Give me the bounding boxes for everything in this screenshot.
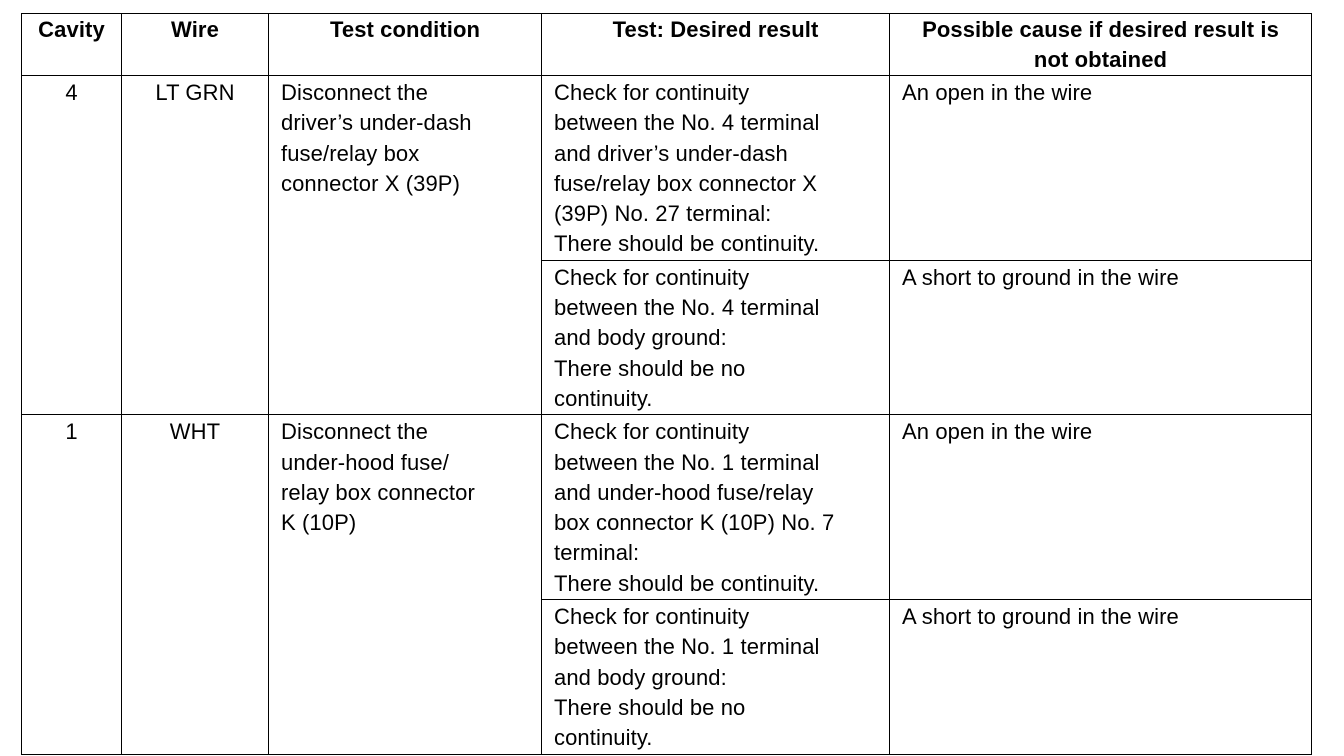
table-row bbox=[22, 76, 1312, 261]
cavity-cell: 4 bbox=[22, 76, 122, 415]
text-line: fuse/relay box connector X bbox=[554, 170, 818, 196]
text-line: There should be no bbox=[554, 355, 746, 381]
text-line: between the No. 4 terminal bbox=[554, 295, 820, 321]
wire-cell: WHT bbox=[122, 415, 269, 754]
text-line: Check for continuity bbox=[554, 604, 750, 630]
header-possible-cause-line: not obtained bbox=[1033, 47, 1168, 72]
header-desired-result: Test: Desired result bbox=[542, 14, 890, 76]
desired-result-cell bbox=[542, 600, 890, 754]
text-line: continuity. bbox=[554, 725, 653, 751]
text-line: and body ground: bbox=[554, 664, 727, 690]
text-line: Disconnect the bbox=[281, 419, 428, 445]
header-wire: Wire bbox=[122, 14, 269, 76]
text-line: relay box connector bbox=[281, 479, 475, 505]
text-line: There should be continuity. bbox=[554, 570, 820, 596]
text-line: There should be no bbox=[554, 694, 746, 720]
text-line: between the No. 1 terminal bbox=[554, 634, 820, 660]
possible-cause-cell: A short to ground in the wire bbox=[890, 260, 1312, 414]
table-header-row bbox=[22, 14, 1312, 76]
text-line: and under-hood fuse/relay bbox=[554, 479, 814, 505]
text-line: Disconnect the bbox=[281, 80, 428, 105]
text-line: terminal: bbox=[554, 540, 640, 566]
text-line: There should be continuity. bbox=[554, 231, 820, 257]
text-line: under-hood fuse/ bbox=[281, 449, 449, 475]
text-line: (39P) No. 27 terminal: bbox=[554, 201, 772, 227]
header-possible-cause-line: Possible cause if desired result is bbox=[922, 17, 1279, 42]
text-line: fuse/relay box bbox=[281, 140, 420, 166]
desired-result-cell bbox=[542, 76, 890, 261]
text-line: Check for continuity bbox=[554, 264, 750, 290]
wire-cell: LT GRN bbox=[122, 76, 269, 415]
text-line: Check for continuity bbox=[554, 419, 750, 445]
desired-result-cell bbox=[542, 415, 890, 600]
cavity-cell: 1 bbox=[22, 415, 122, 754]
text-line: box connector K (10P) No. 7 bbox=[554, 510, 835, 536]
continuity-test-table bbox=[21, 13, 1312, 755]
desired-result-cell bbox=[542, 260, 890, 414]
test-condition-cell bbox=[269, 415, 542, 754]
possible-cause-cell: A short to ground in the wire bbox=[890, 600, 1312, 754]
text-line: driver’s under-dash bbox=[281, 110, 472, 136]
continuity-test-document bbox=[21, 13, 1312, 755]
possible-cause-cell: An open in the wire bbox=[890, 415, 1312, 600]
text-line: continuity. bbox=[554, 385, 653, 411]
header-cavity: Cavity bbox=[22, 14, 122, 76]
text-line: between the No. 1 terminal bbox=[554, 449, 820, 475]
text-line: between the No. 4 terminal bbox=[554, 110, 820, 136]
possible-cause-cell: An open in the wire bbox=[890, 76, 1312, 261]
test-condition-cell bbox=[269, 76, 542, 415]
table-row bbox=[22, 415, 1312, 600]
text-line: and driver’s under-dash bbox=[554, 140, 788, 166]
text-line: Check for continuity bbox=[554, 80, 750, 105]
text-line: K (10P) bbox=[281, 510, 357, 536]
header-test-condition: Test condition bbox=[269, 14, 542, 76]
header-possible-cause bbox=[890, 14, 1312, 76]
text-line: and body ground: bbox=[554, 325, 727, 351]
text-line: connector X (39P) bbox=[281, 170, 461, 196]
